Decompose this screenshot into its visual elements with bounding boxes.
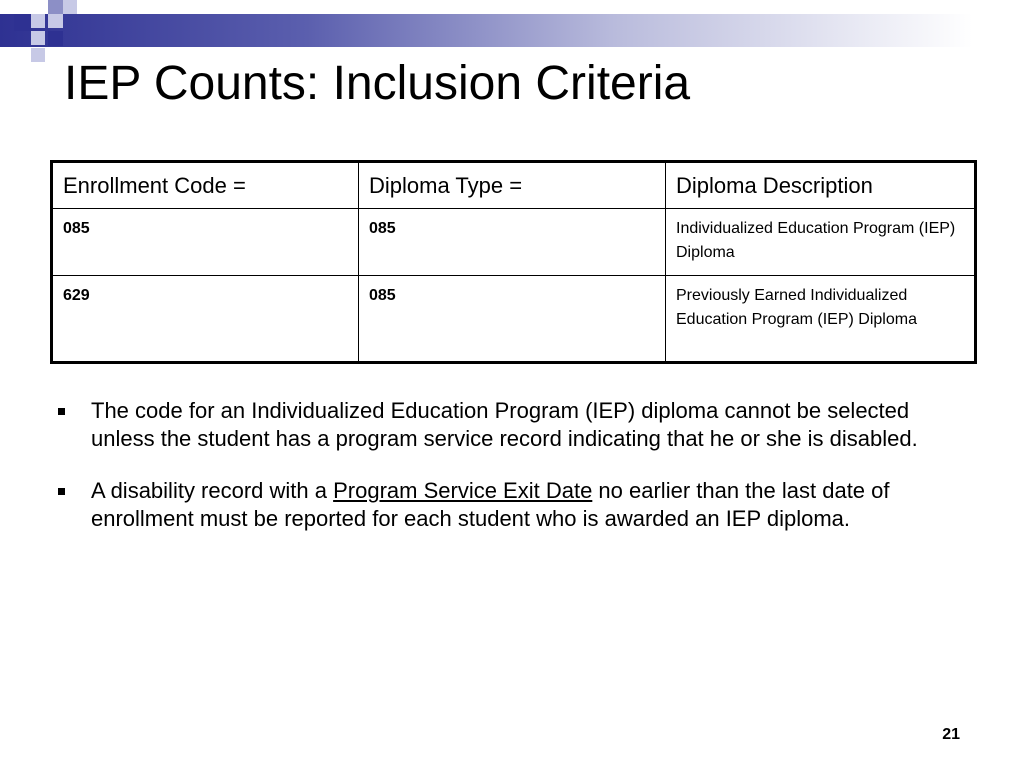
bullet-text-after: no earlier than the last date of enrollment must be reported for each student who is awarded an IEP diploma. (91, 478, 890, 531)
slide-title: IEP Counts: Inclusion Criteria (64, 57, 691, 110)
decorative-square (48, 14, 63, 28)
decorative-square (31, 14, 45, 28)
page-number: 21 (942, 726, 960, 743)
square-bullet-icon (58, 408, 65, 415)
decorative-square (48, 31, 63, 46)
table-row (52, 276, 976, 363)
bullet-text-before: A disability record with a (91, 478, 334, 503)
table-header-row (52, 162, 976, 209)
decorative-square (31, 31, 45, 45)
table-row (52, 209, 976, 276)
decorative-square (31, 48, 45, 62)
bullet-item (56, 397, 966, 453)
diploma-type-cell: 085 (359, 209, 666, 276)
decorative-square (14, 14, 31, 31)
bullet-list (56, 397, 966, 557)
bullet-text: The code for an Individualized Education Program (IEP) diploma cannot be selected unless the student has a program service record indicating that he or she is disabled. (91, 398, 918, 451)
header-gradient-band (0, 14, 1024, 47)
column-header-diploma-description: Diploma Description (666, 162, 976, 209)
column-header-enrollment-code: Enrollment Code = (52, 162, 359, 209)
program-service-exit-date-link[interactable]: Program Service Exit Date (333, 478, 593, 503)
enrollment-code-cell: 629 (52, 276, 359, 363)
decorative-square (48, 0, 63, 14)
square-bullet-icon (58, 488, 65, 495)
diploma-description-cell: Previously Earned Individualized Education Program (IEP) Diploma (666, 276, 976, 363)
enrollment-code-cell: 085 (52, 209, 359, 276)
diploma-description-cell: Individualized Education Program (IEP) Diploma (666, 209, 976, 276)
bullet-item (56, 477, 966, 533)
decorative-square (63, 0, 77, 14)
diploma-type-cell: 085 (359, 276, 666, 363)
column-header-diploma-type: Diploma Type = (359, 162, 666, 209)
inclusion-criteria-table (50, 160, 977, 364)
